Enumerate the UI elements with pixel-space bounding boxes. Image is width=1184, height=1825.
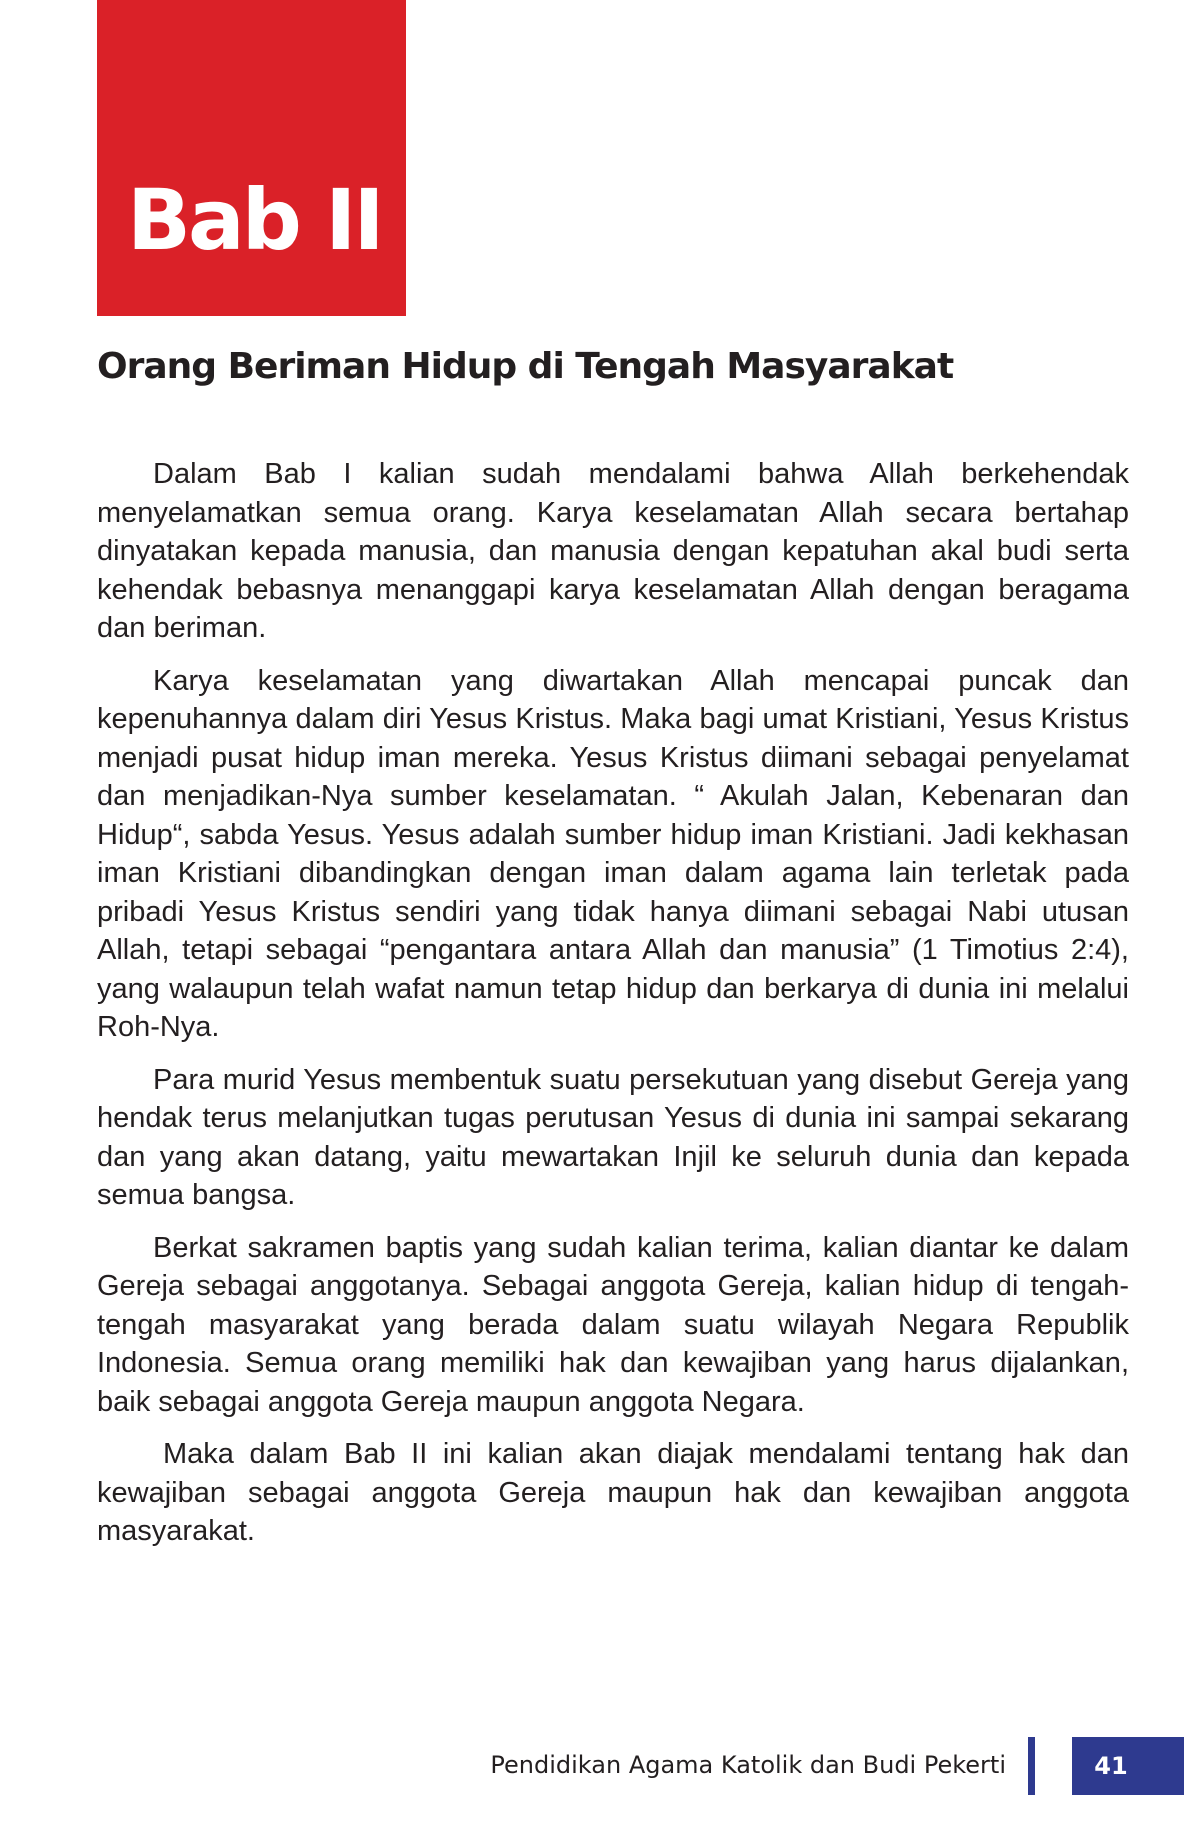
chapter-title: Orang Beriman Hidup di Tengah Masyarakat: [97, 346, 954, 387]
chapter-label-box: [97, 0, 406, 316]
paragraph-4: Berkat sakramen baptis yang sudah kalian terima, kalian diantar ke dalam Gereja sebagai anggotanya. Sebagai anggota Gereja, kalian hidup di tengah-tengah masyarakat yang berada dalam suatu wilayah Negara Republik Indonesia. Semua orang memiliki hak dan kewajiban yang harus dijalankan, baik sebagai anggota Gereja maupun anggota Negara.: [97, 1231, 1129, 1418]
page-number-box: [1072, 1737, 1184, 1795]
body-text: [97, 455, 1129, 1565]
footer-book-title: Pendidikan Agama Katolik dan Budi Pekerti: [490, 1751, 1006, 1779]
paragraph-3: Para murid Yesus membentuk suatu persekutuan yang disebut Gereja yang hendak terus melanjutkan tugas perutusan Yesus di dunia ini sampai sekarang dan yang akan datang, yaitu mewartakan Injil ke seluruh dunia dan kepada semua bangsa.: [97, 1063, 1129, 1211]
paragraph-5: Maka dalam Bab II ini kalian akan diajak mendalami tentang hak dan kewajiban sebagai anggota Gereja maupun hak dan kewajiban anggota masyarakat.: [97, 1438, 1129, 1547]
paragraph-1: Dalam Bab I kalian sudah mendalami bahwa Allah berkehendak menyelamatkan semua orang. Karya keselamatan Allah secara bertahap dinyatakan kepada manusia, dan manusia dengan kepatuhan akal budi serta kehendak bebasnya menanggapi karya keselamatan Allah dengan beragama dan beriman.: [97, 458, 1129, 644]
paragraph-2: Karya keselamatan yang diwartakan Allah mencapai puncak dan kepenuhannya dalam diri Yesus Kristus. Maka bagi umat Kristiani, Yesus Kristus menjadi pusat hidup iman mereka. Yesus Kristus diimani sebagai penyelamat dan menjadikan-Nya sumber keselamatan. “ Akulah Jalan, Kebenaran dan Hidup“, sabda Yesus. Yesus adalah sumber hidup iman Kristiani. Jadi kekhasan iman Kristiani dibandingkan dengan iman dalam agama lain terletak pada pribadi Yesus Kristus sendiri yang tidak hanya diimani sebagai Nabi utusan Allah, tetapi sebagai “pengantara antara Allah dan manusia” (1 Timotius 2:4), yang walaupun telah wafat namun tetap hidup dan berkarya di dunia ini melalui Roh-Nya.: [97, 664, 1129, 1043]
page-footer: [0, 1737, 1184, 1795]
page-number: 41: [1094, 1752, 1128, 1780]
footer-divider: [1028, 1737, 1035, 1795]
chapter-label: Bab II: [127, 171, 382, 269]
